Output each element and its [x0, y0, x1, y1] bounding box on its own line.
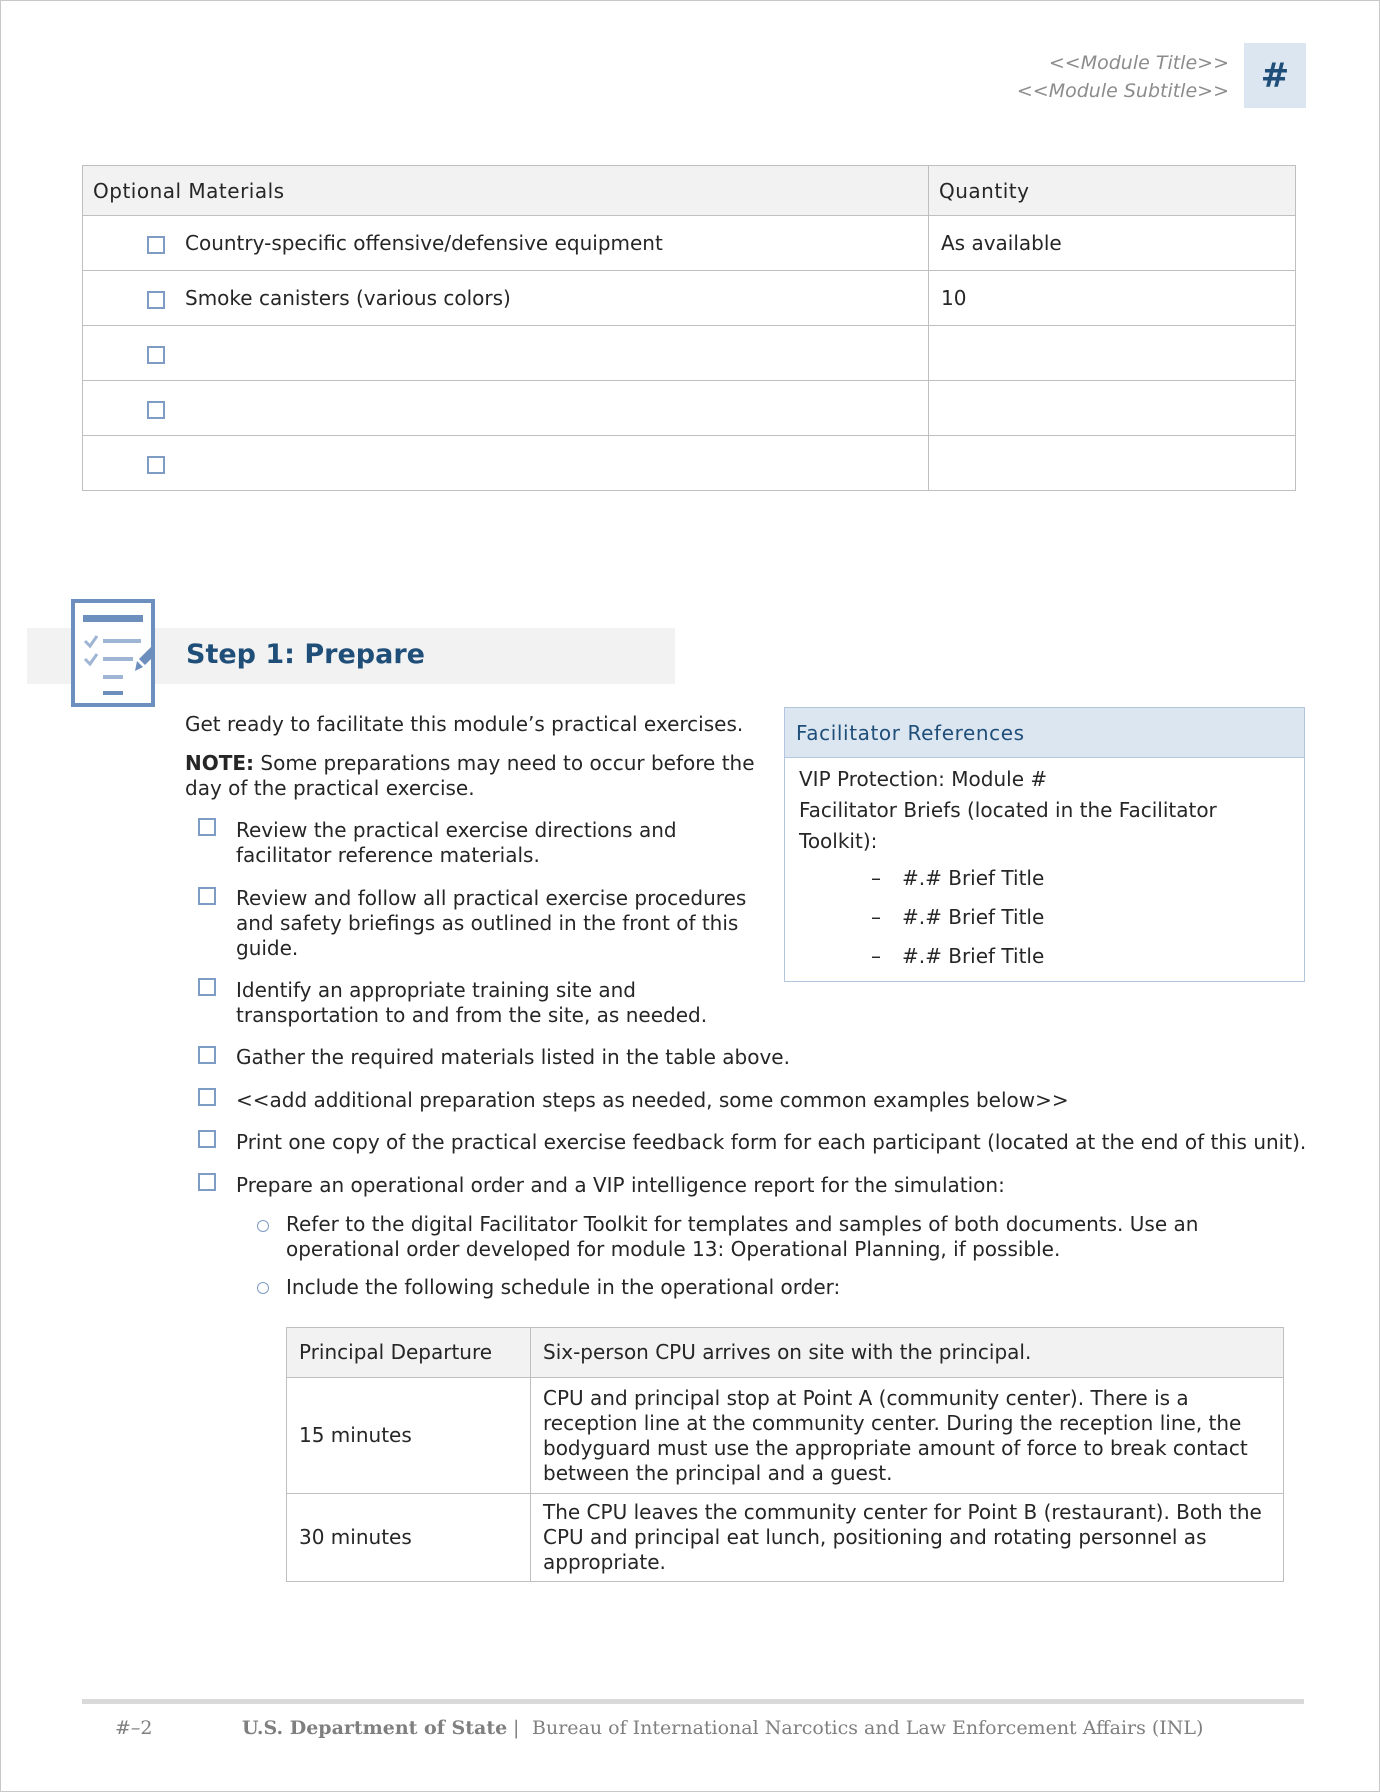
material-quantity: [929, 381, 1296, 436]
facilitator-briefs-label: Facilitator Briefs (located in the Facilitator Toolkit):: [799, 798, 1217, 853]
module-title: <<Module Title>>: [1048, 52, 1229, 74]
facilitator-references-box: [784, 707, 1305, 982]
schedule-header-time: Principal Departure: [287, 1328, 531, 1378]
prep-step: <<add additional preparation steps as needed, some common examples below>>: [236, 1088, 1069, 1112]
material-checkbox[interactable]: [147, 291, 165, 309]
checklist-pencil-icon: [71, 599, 155, 707]
materials-column-header: Optional Materials: [83, 166, 929, 216]
schedule-header-event: Six-person CPU arrives on site with the principal.: [531, 1328, 1284, 1378]
schedule-time: 15 minutes: [287, 1378, 531, 1494]
facilitator-references-title: Facilitator References: [785, 708, 1304, 758]
module-subtitle: <<Module Subtitle>>: [1016, 80, 1229, 102]
module-header: [1017, 49, 1229, 105]
prep-step: Review and follow all practical exercise procedures and safety briefings as outlined in the front of this guide.: [236, 886, 747, 960]
footer-divider: [82, 1699, 1304, 1704]
material-checkbox[interactable]: [147, 346, 165, 364]
module-number-badge: #: [1244, 43, 1306, 108]
prep-checkbox[interactable]: [198, 1173, 216, 1191]
material-quantity: 10: [929, 271, 1296, 326]
material-quantity: As available: [929, 216, 1296, 271]
table-row: [83, 216, 1296, 271]
quantity-column-header: Quantity: [929, 166, 1296, 216]
table-header-row: [287, 1328, 1284, 1378]
prep-step: Review the practical exercise directions and facilitator reference materials.: [236, 818, 677, 867]
material-quantity: [929, 436, 1296, 491]
step-title: Step 1: Prepare: [186, 639, 425, 670]
table-row: [83, 271, 1296, 326]
schedule-table: [286, 1327, 1284, 1582]
table-header-row: [83, 166, 1296, 216]
material-checkbox[interactable]: [147, 236, 165, 254]
brief-item: – #.# Brief Title: [871, 866, 1045, 890]
prep-checkbox[interactable]: [198, 1130, 216, 1148]
schedule-event: The CPU leaves the community center for Point B (restaurant). Both the CPU and principal eat lunch, positioning and rotating personnel as appropriate.: [531, 1494, 1284, 1582]
material-item: Country-specific offensive/defensive equipment: [185, 231, 663, 255]
prep-checkbox[interactable]: [198, 1046, 216, 1064]
material-item: Smoke canisters (various colors): [185, 286, 511, 310]
note-text: Some preparations may need to occur before the day of the practical exercise.: [185, 751, 755, 800]
table-row: [83, 381, 1296, 436]
bullet-circle-icon: [257, 1282, 269, 1294]
schedule-event: CPU and principal stop at Point A (community center). There is a reception line at the community center. During the reception line, the bodyguard must use the appropriate amount of force to break contact between the principal and a guest.: [531, 1378, 1284, 1494]
table-row: [83, 436, 1296, 491]
prep-step: Print one copy of the practical exercise feedback form for each participant (located at the end of this unit).: [236, 1130, 1307, 1154]
prep-step: Gather the required materials listed in the table above.: [236, 1045, 790, 1069]
footer-separator: |: [513, 1717, 520, 1739]
material-checkbox[interactable]: [147, 456, 165, 474]
optional-materials-table: [82, 165, 1296, 491]
prep-checkbox[interactable]: [198, 818, 216, 836]
prep-checkbox[interactable]: [198, 1088, 216, 1106]
material-quantity: [929, 326, 1296, 381]
brief-item: – #.# Brief Title: [871, 905, 1045, 929]
page-number: #–2: [115, 1717, 153, 1739]
prep-checkbox[interactable]: [198, 887, 216, 905]
bullet-circle-icon: [257, 1220, 269, 1232]
footer-org: U.S. Department of State: [242, 1717, 508, 1739]
prep-subitem: Refer to the digital Facilitator Toolkit for templates and samples of both documents. Use an operational order developed for module 13: Operational Planning, if possible.: [286, 1212, 1199, 1261]
step-intro: Get ready to facilitate this module’s practical exercises.: [185, 712, 744, 736]
table-row: [287, 1494, 1284, 1582]
schedule-time: 30 minutes: [287, 1494, 531, 1582]
material-checkbox[interactable]: [147, 401, 165, 419]
prep-step: Prepare an operational order and a VIP intelligence report for the simulation:: [236, 1173, 1005, 1197]
prep-checkbox[interactable]: [198, 978, 216, 996]
note-label: NOTE:: [185, 751, 255, 775]
step-note: [185, 751, 760, 801]
brief-item: – #.# Brief Title: [871, 944, 1045, 968]
module-reference: VIP Protection: Module #: [799, 767, 1048, 791]
table-row: [83, 326, 1296, 381]
footer-bureau: Bureau of International Narcotics and Law Enforcement Affairs (INL): [532, 1717, 1204, 1739]
prep-step: Identify an appropriate training site and transportation to and from the site, as needed.: [236, 978, 708, 1027]
brief-list: [799, 859, 1290, 976]
table-row: [287, 1378, 1284, 1494]
prep-subitem: Include the following schedule in the operational order:: [286, 1275, 841, 1299]
